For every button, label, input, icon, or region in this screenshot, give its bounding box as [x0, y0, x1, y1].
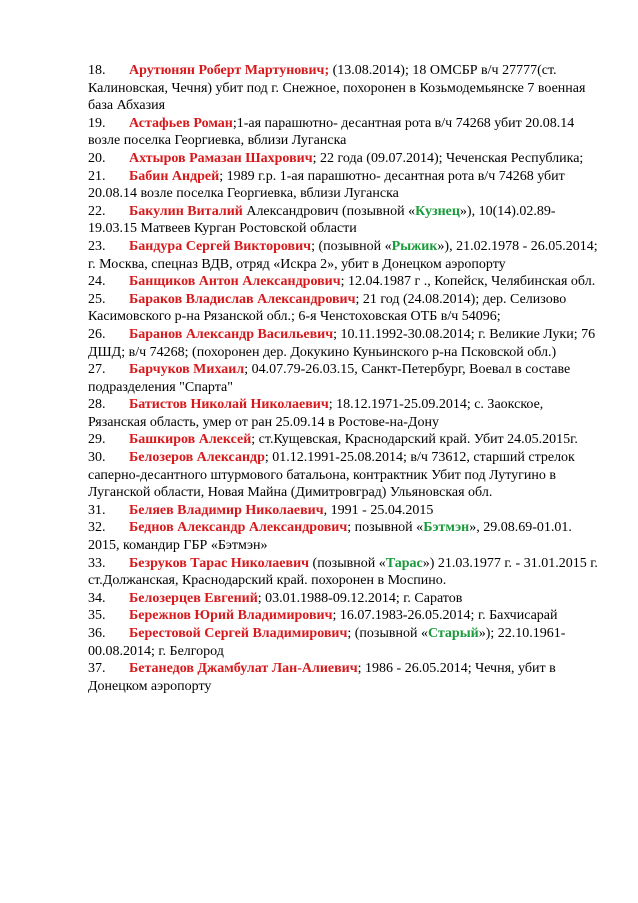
- entry-number: 21.: [88, 168, 106, 184]
- entry-details: ;1-ая парашютно- десантная рота в/ч 74268 убит 20.08.14 возле поселка Георгиевка, вблизи Луганска: [88, 115, 575, 149]
- entry-number: 37.: [88, 661, 106, 677]
- person-name: Баранов Александр Васильевич: [129, 326, 334, 342]
- person-name: Берестовой Сергей Владимирович: [129, 626, 348, 641]
- list-item: [88, 590, 598, 608]
- person-name: Бережнов Юрий Владимирович: [129, 608, 333, 624]
- entry-details: ; 1989 г.р. 1-ая парашютно- десантная рота в/ч 74268 убит 20.08.14 возле поселка Георгиевка, вблизи Луганска: [88, 168, 565, 202]
- entry-number: 23.: [88, 238, 106, 254]
- entry-number: 33.: [88, 555, 106, 571]
- callsign: Рыжик: [391, 238, 438, 254]
- list-item: [88, 150, 598, 168]
- person-name: Астафьев Роман: [129, 115, 233, 131]
- list-item: [88, 519, 598, 554]
- list-item: [88, 273, 598, 291]
- entry-details: ; 12.04.1987 г ., Копейск, Челябинская обл.: [340, 274, 596, 290]
- entry-details: ; ст.Кущевская, Краснодарский край. Убит 24.05.2015г.: [251, 432, 578, 448]
- entry-number: 28.: [88, 397, 106, 413]
- entry-prefix: Александрович (позывной «: [242, 203, 416, 219]
- entry-number: 36.: [88, 626, 106, 641]
- list-item: [88, 502, 598, 520]
- entry-details: , 1991 - 25.04.2015: [323, 502, 434, 518]
- document-page: [88, 62, 598, 695]
- person-name: Беляев Владимир Николаевич: [129, 502, 324, 518]
- entry-details: ; 1986 - 26.05.2014; Чечня, убит в Донецком аэропорту: [88, 661, 556, 694]
- entry-number: 25.: [88, 291, 106, 307]
- callsign: Старый: [427, 626, 479, 641]
- entry-number: 35.: [88, 608, 106, 624]
- entry-number: 26.: [88, 326, 106, 342]
- list-item: [88, 361, 598, 396]
- entry-details: »); 22.10.1961-00.08.2014; г. Белгород: [88, 626, 566, 659]
- person-name: Ахтыров Рамазан Шахрович: [129, 150, 313, 166]
- list-item: [88, 168, 598, 203]
- person-name: Башкиров Алексей: [129, 432, 252, 448]
- list-item: [88, 238, 598, 273]
- entry-number: 29.: [88, 432, 106, 448]
- entry-prefix: (позывной «: [309, 555, 386, 571]
- entry-prefix: ; позывной «: [347, 520, 424, 536]
- entry-prefix: ; (позывной «: [347, 626, 428, 641]
- entry-details: ; 21 год (24.08.2014); дер. Селизово Касимовского р-на Рязанской обл.; 6-я Ченстоховская ОТБ в/ч 54096;: [88, 291, 567, 325]
- entry-number: 20.: [88, 150, 106, 166]
- entry-details: ; 16.07.1983-26.05.2014; г. Бахчисарай: [332, 608, 558, 624]
- entry-details: (13.08.2014); 18 ОМСБР в/ч 27777(ст. Калиновская, Чечня) убит под г. Снежное, похоронен в Козьмодемьянске 7 военная база Абхазия: [88, 63, 586, 114]
- person-name: Батистов Николай Николаевич: [129, 397, 329, 413]
- callsign: Тарас: [385, 555, 423, 571]
- entry-number: 18.: [88, 63, 106, 78]
- person-name: Бандура Сергей Викторович: [129, 238, 312, 254]
- list-item: [88, 555, 598, 590]
- person-name: Бараков Владислав Александрович: [129, 291, 356, 307]
- person-name: Беднов Александр Александрович: [129, 520, 348, 536]
- person-name: Банщиков Антон Александрович: [129, 274, 341, 290]
- entry-number: 31.: [88, 502, 106, 518]
- person-name: Бетанедов Джамбулат Лан-Алиевич: [129, 661, 358, 677]
- entry-number: 32.: [88, 520, 106, 536]
- callsign: Бэтмэн: [423, 520, 470, 536]
- list-item: [88, 62, 598, 115]
- list-item: [88, 607, 598, 625]
- person-name: Безруков Тарас Николаевич: [129, 555, 310, 571]
- entry-details: »), 21.02.1978 - 26.05.2014; г. Москва, спецназ ВДВ, отряд «Искра 2», убит в Донецком аэропорту: [88, 238, 598, 272]
- person-name: Бабин Андрей: [129, 168, 220, 184]
- list-item: [88, 115, 598, 150]
- list-item: [88, 625, 598, 660]
- list-item: [88, 660, 598, 695]
- person-name: Арутюнян Роберт Мартунович;: [129, 63, 330, 78]
- callsign: Кузнец: [415, 203, 460, 219]
- entry-prefix: ; (позывной «: [311, 238, 392, 254]
- person-name: Белозеров Александр: [129, 450, 265, 466]
- list-item: [88, 291, 598, 326]
- person-name: Бакулин Виталий: [129, 203, 243, 219]
- entry-number: 27.: [88, 362, 106, 378]
- entry-details: », 29.08.69-01.01. 2015, командир ГБР «Бэтмэн»: [88, 520, 572, 554]
- person-name: Барчуков Михаил: [129, 362, 245, 378]
- entry-details: ») 21.03.1977 г. - 31.01.2015 г. ст.Должанская, Краснодарский край. похоронен в Моспино.: [88, 555, 598, 589]
- entry-details: ; 04.07.79-26.03.15, Санкт-Петербург, Воевал в составе подразделения "Спарта": [88, 362, 571, 395]
- list-item: [88, 449, 598, 502]
- list-item: [88, 203, 598, 238]
- list-item: [88, 431, 598, 449]
- entry-details: »), 10(14).02.89-19.03.15 Матвеев Курган Ростовской области: [88, 203, 556, 237]
- entry-number: 24.: [88, 274, 106, 290]
- entry-number: 34.: [88, 590, 106, 606]
- entry-details: ; 10.11.1992-30.08.2014; г. Великие Луки; 76 ДШД; в/ч 74268; (похоронен дер. Докукино Куньинского р-на Псковской обл.): [88, 326, 596, 360]
- person-name: Белозерцев Евгений: [129, 590, 258, 606]
- entry-number: 19.: [88, 115, 106, 131]
- entry-details: ; 22 года (09.07.2014); Чеченская Республика;: [312, 150, 584, 166]
- entry-details: ; 01.12.1991-25.08.2014; в/ч 73612, старший стрелок саперно-десантного штурмового батальона, контрактник Убит под Лутугино в Луганской области, Новая Майна (Димитровград) Ульяновская обл.: [88, 450, 575, 501]
- entry-number: 22.: [88, 203, 106, 219]
- entry-details: ; 18.12.1971-25.09.2014; с. Заокское, Рязанская область, умер от ран 25.09.14 в Ростове-на-Дону: [88, 397, 544, 430]
- entry-details: ; 03.01.1988-09.12.2014; г. Саратов: [257, 590, 463, 606]
- list-item: [88, 396, 598, 431]
- entry-number: 30.: [88, 450, 106, 466]
- list-item: [88, 326, 598, 361]
